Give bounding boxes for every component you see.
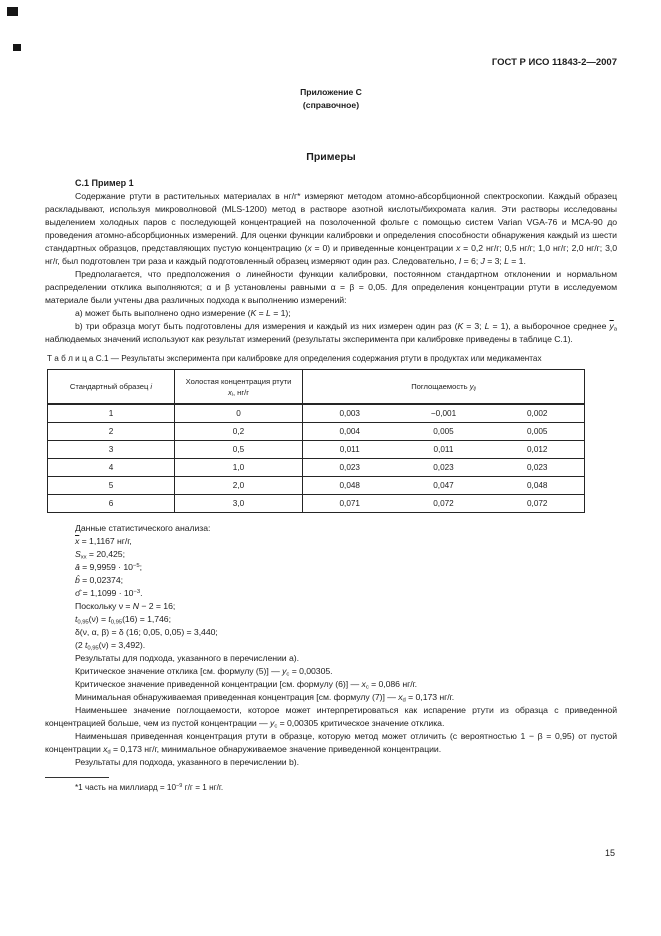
list-item-a: а) может быть выполнено одно измерение (K = L = 1); xyxy=(75,308,291,318)
table-cell: −0,001 xyxy=(430,408,457,418)
stats-line-b: b̂ = 0,02374; xyxy=(75,575,123,585)
page-number: 15 xyxy=(604,848,615,858)
table-row xyxy=(48,477,585,495)
stats-line-delta: δ(ν, α, β) = δ (16; 0,05, 0,05) = 3,440; xyxy=(75,627,218,637)
table-cell: 0,002 xyxy=(527,408,548,418)
table-caption: Т а б л и ц а С.1 — Результаты эксперимента при калибровке для определения содержания ртути в продуктах или медикаментах xyxy=(47,354,542,363)
table-cell: 0,003 xyxy=(339,408,360,418)
paragraph-method: Содержание ртути в растительных материалах в нг/г* измеряют методом атомно-абсорбционной спектроскопии. Каждый образец раскладывают, используя микроволновой (MLS-1200) метод в растворе азотной кислоты/бихромата калия. Эти растворы исследованы выделением холодных паров с последующей концентрацией на позолоченной фольге с помощью систем Varian VGA-76 и МСА-90 до проведения атомно-абсорбционных измерений. Для оценки функции калибровки и определения способности обнаружения каждый из шести стандартных образцов, представляющих пустую концентрацию (x = 0) и приведенные концентрации x = 0,2 нг/г; 0,5 нг/г; 1,0 нг/г; 2,0 нг/г; 3,0 нг/г, был подготовлен три раза и каждый подготовленный образец измеряют один раз. Следовательно, I = 6; J = 3; L = 1. xyxy=(45,191,617,266)
annex-subtitle: (справочное) xyxy=(302,100,360,110)
table-cell: 0,048 xyxy=(491,477,585,495)
table-cell: 0,023 xyxy=(397,459,491,477)
list-item-b: b) три образца могут быть подготовлены для измерения и каждый из них измерен один раз (K = 3; L = 1), а выборочное среднее $\overline{y}_а$ наблюдаемых значений используют как результат измерений (результаты эксперимента при калибровке приведены в таблице С.1). xyxy=(45,321,617,344)
table-cell: 0,071 xyxy=(303,495,397,513)
results-approach-b: Результаты для подхода, указанного в перечислении b). xyxy=(75,757,299,767)
doc-code: ГОСТ Р ИСО 11843-2—2007 xyxy=(491,57,617,68)
table-cell: 0,072 xyxy=(397,495,491,513)
table-cell: 6 xyxy=(48,495,175,513)
example-heading: С.1 Пример 1 xyxy=(75,178,134,188)
statistics-block xyxy=(45,522,617,652)
stats-line-2t: (2 $t_{0,95}(\nu) = 3,492$). xyxy=(75,640,146,652)
column-header-sample: Стандартный образец i xyxy=(48,370,175,405)
column-header-blank-concentration: Холостая концентрация ртути $x_i$, нг/г xyxy=(175,370,303,405)
results-note-absorbance: Наименьшее значение поглощаемости, которое может интерпретироваться как испарение ртути из образца с приведенной концентрацией больше, чем из пустой концентрации — $y_c = 0,00305$ критическое значение отклика. xyxy=(45,705,617,730)
stats-line-sigma: σ̂ = $1,1099 \cdot 10^{-3}$. xyxy=(75,588,143,598)
scan-artifact xyxy=(7,7,18,16)
table-row xyxy=(48,404,585,423)
table-cell: 0,004 xyxy=(303,423,397,441)
table-cell: 0,047 xyxy=(397,477,491,495)
table-cell: 5 xyxy=(48,477,175,495)
calibration-table xyxy=(47,369,585,513)
stats-line-xbar: $\overline{x} = 1,1167$ нг/г, xyxy=(75,536,132,546)
table-cell: 0,011 xyxy=(303,441,397,459)
results-critical-response: Критическое значение отклика [см. формулу (5)] — $y_c = 0,00305$. xyxy=(75,666,333,678)
table-cell: 0,2 xyxy=(175,423,303,441)
stats-line-t: $t_{0,95}(\nu) = t_{0,95}(16) = 1,746$; xyxy=(75,614,171,626)
table-cell: 0,005 xyxy=(397,423,491,441)
table-cell: 0 xyxy=(175,404,303,423)
table-row xyxy=(48,495,585,513)
table-cell: 0,048 xyxy=(303,477,397,495)
stats-line-sxx: $S_{xx} = 20,425$; xyxy=(75,549,125,561)
page-title: Примеры xyxy=(306,151,356,163)
table-cell: 3,0 xyxy=(175,495,303,513)
footnote: *1 часть на миллиард = $10^{-9}$ г/г = 1 нг/г. xyxy=(75,783,224,792)
table-cell: 1 xyxy=(48,404,175,423)
table-row xyxy=(48,459,585,477)
stats-line-nu: Поскольку ν = N − 2 = 16; xyxy=(75,601,176,611)
table-cell: 0,011 xyxy=(397,441,491,459)
scan-artifact xyxy=(13,44,21,51)
table-cell: 0,5 xyxy=(175,441,303,459)
table-header-row xyxy=(48,370,585,405)
table-cell: 0,012 xyxy=(491,441,585,459)
table-cell: 0,005 xyxy=(491,423,585,441)
table-cell: 0,072 xyxy=(491,495,585,513)
table-cell: 1,0 xyxy=(175,459,303,477)
results-note-concentration: Наименьшая приведенная концентрация ртути в образце, которую метод может отличить (с вероятностью 1 − β = 0,95) от пустой концентрации $x_d = 0,173$ нг/г, минимальное обнаруживаемое значение приведенной концентрации. xyxy=(45,731,617,756)
stats-line-a: â = $9,9959 \cdot 10^{-5}$; xyxy=(75,562,142,572)
annex-title: Приложение С xyxy=(300,87,362,97)
results-block xyxy=(45,652,617,769)
column-header-absorbance: Поглощаемость $y_{ij}$ xyxy=(303,370,585,405)
results-min-detectable: Минимальная обнаруживаемая приведенная концентрация [см. формулу (7)] — $x_d = 0,173$ нг/г. xyxy=(75,692,455,704)
table-cell: 4 xyxy=(48,459,175,477)
results-approach-a: Результаты для подхода, указанного в перечислении а). xyxy=(75,653,299,663)
stats-intro: Данные статистического анализа: xyxy=(75,523,211,533)
table-row xyxy=(48,423,585,441)
table-cell: 2 xyxy=(48,423,175,441)
table-cell: 0,023 xyxy=(303,459,397,477)
table-row xyxy=(48,441,585,459)
table-cell: 2,0 xyxy=(175,477,303,495)
results-critical-concentration: Критическое значение приведенной концентрации [см. формулу (6)] — $x_c = 0,086$ нг/г. xyxy=(75,679,417,691)
footnote-rule xyxy=(45,777,109,778)
table-cell: 3 xyxy=(48,441,175,459)
paragraph-assumptions: Предполагается, что предположения о линейности функции калибровки, постоянном стандартном отклонении и нормальном распределении отклика выполняются; α и β установлены равными α = β = 0,05. Для определения концентрации ртути в исследуемом материале были учтены два различных подхода к выполнению измерений: xyxy=(45,269,617,305)
table-cell: 0,023 xyxy=(491,459,585,477)
